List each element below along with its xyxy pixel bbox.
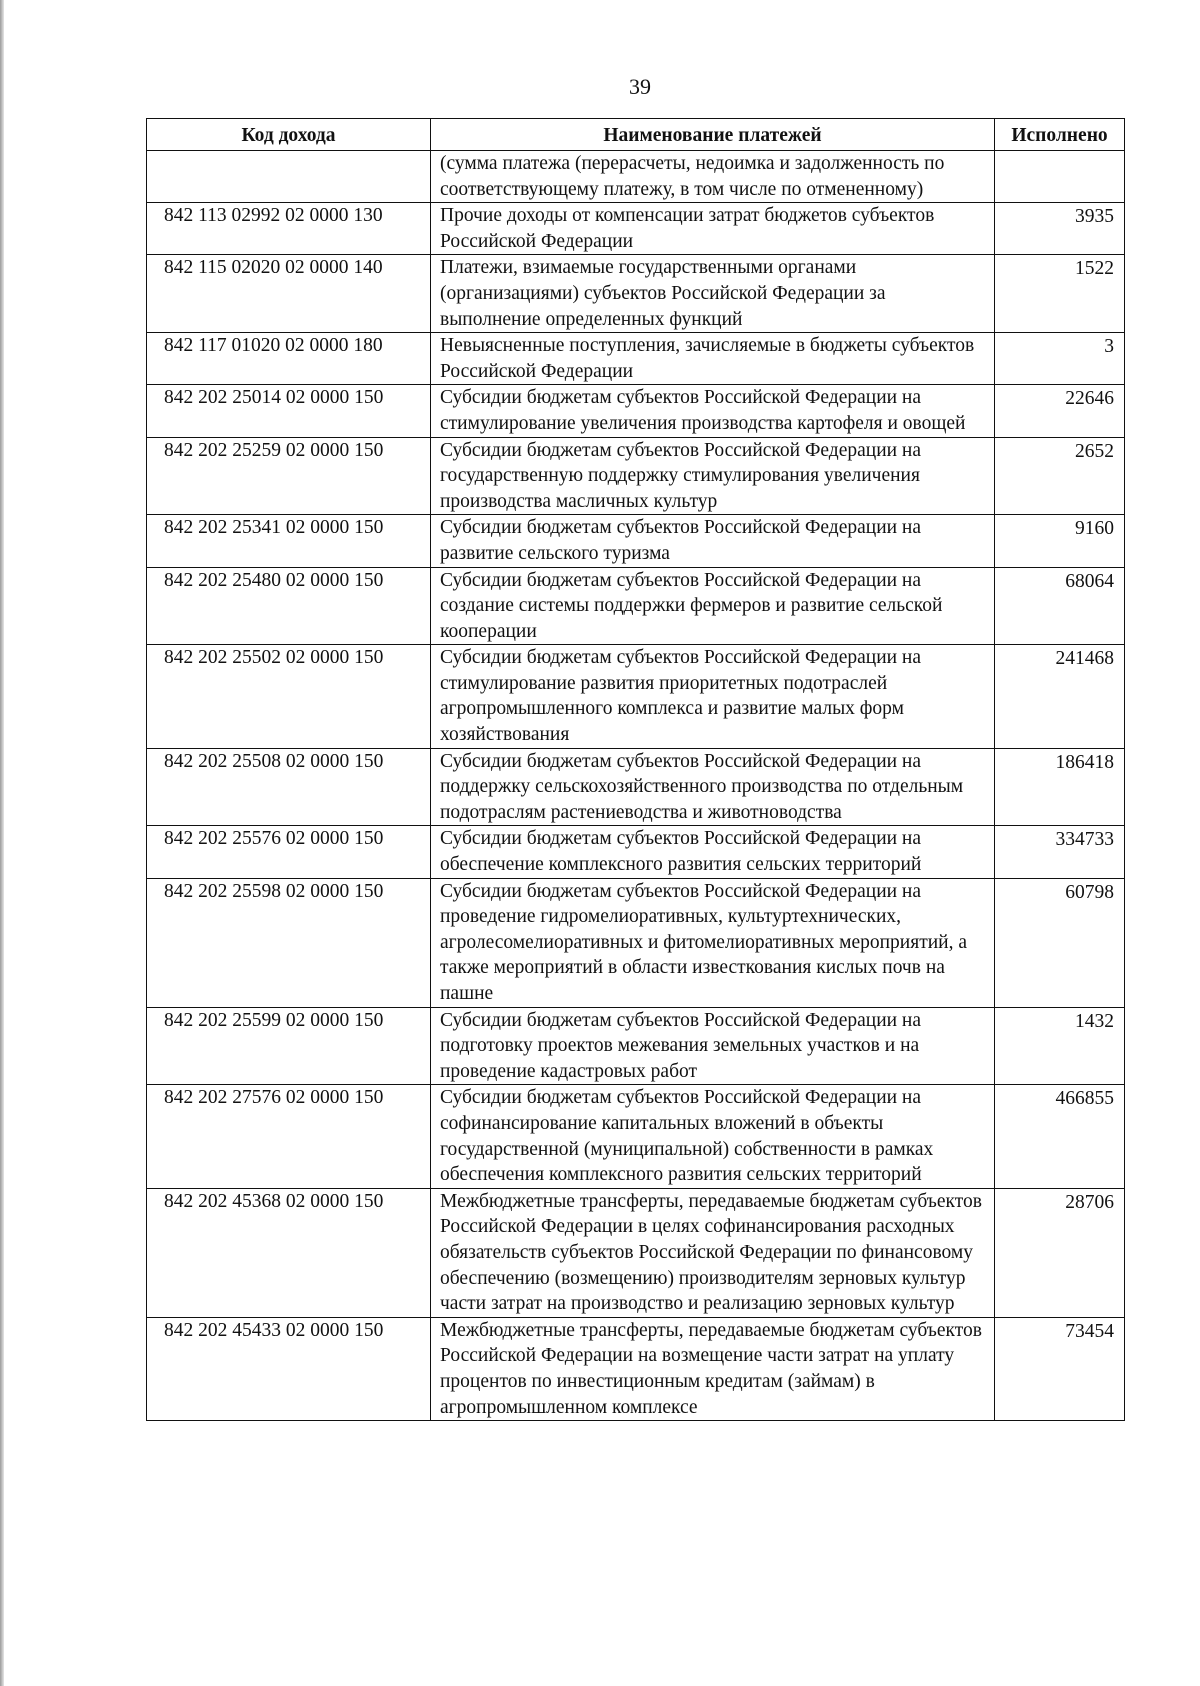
- amount-cell: 22646: [995, 385, 1125, 437]
- code-cell: 842 202 45433 02 0000 150: [147, 1317, 431, 1420]
- amount-cell: 1522: [995, 255, 1125, 333]
- table-body: [147, 151, 1125, 1421]
- table-row: [147, 255, 1125, 333]
- code-cell: 842 202 25599 02 0000 150: [147, 1007, 431, 1085]
- page-number: 39: [629, 74, 651, 99]
- amount-cell: 60798: [995, 878, 1125, 1007]
- code-cell: 842 202 25508 02 0000 150: [147, 748, 431, 826]
- code-cell: 842 202 25341 02 0000 150: [147, 515, 431, 567]
- scan-edge: [0, 0, 4, 1686]
- table-row: [147, 385, 1125, 437]
- code-cell: 842 202 25480 02 0000 150: [147, 567, 431, 645]
- table-row: [147, 1188, 1125, 1317]
- code-cell: 842 202 25014 02 0000 150: [147, 385, 431, 437]
- name-cell: Субсидии бюджетам субъектов Российской Федерации на проведение гидромелиоративных, культуртехнических, агролесомелиоративных и фитомелиоративных мероприятий, а также мероприятий в области известкования кислых почв на пашне: [431, 878, 995, 1007]
- code-cell: 842 202 25598 02 0000 150: [147, 878, 431, 1007]
- name-cell: Субсидии бюджетам субъектов Российской Федерации на государственную поддержку стимулирования увеличения производства масличных культур: [431, 437, 995, 515]
- amount-cell: 466855: [995, 1085, 1125, 1188]
- table-row: [147, 567, 1125, 645]
- amount-cell: 3: [995, 333, 1125, 385]
- table-row: [147, 151, 1125, 203]
- amount-cell: 3935: [995, 203, 1125, 255]
- table-row: [147, 515, 1125, 567]
- code-cell: 842 202 25576 02 0000 150: [147, 826, 431, 878]
- table-row: [147, 203, 1125, 255]
- table-row: [147, 645, 1125, 748]
- name-cell: (сумма платежа (перерасчеты, недоимка и задолженность по соответствующему платежу, в том числе по отмененному): [431, 151, 995, 203]
- amount-cell: 1432: [995, 1007, 1125, 1085]
- amount-cell: 334733: [995, 826, 1125, 878]
- table-row: [147, 437, 1125, 515]
- code-cell: 842 202 25259 02 0000 150: [147, 437, 431, 515]
- amount-cell: 68064: [995, 567, 1125, 645]
- code-cell: 842 117 01020 02 0000 180: [147, 333, 431, 385]
- table-row: [147, 1317, 1125, 1420]
- header-code: Код дохода: [147, 119, 431, 151]
- code-cell: 842 113 02992 02 0000 130: [147, 203, 431, 255]
- amount-cell: 73454: [995, 1317, 1125, 1420]
- name-cell: Субсидии бюджетам субъектов Российской Федерации на поддержку сельскохозяйственного производства по отдельным подотраслям растениеводства и животноводства: [431, 748, 995, 826]
- amount-cell: 186418: [995, 748, 1125, 826]
- amount-cell: 28706: [995, 1188, 1125, 1317]
- name-cell: Субсидии бюджетам субъектов Российской Федерации на развитие сельского туризма: [431, 515, 995, 567]
- name-cell: Платежи, взимаемые государственными органами (организациями) субъектов Российской Федерации за выполнение определенных функций: [431, 255, 995, 333]
- amount-cell: [995, 151, 1125, 203]
- table-row: [147, 748, 1125, 826]
- table-row: [147, 826, 1125, 878]
- table-row: [147, 333, 1125, 385]
- code-cell: [147, 151, 431, 203]
- header-amount: Исполнено: [995, 119, 1125, 151]
- name-cell: Субсидии бюджетам субъектов Российской Федерации на стимулирование увеличения производства картофеля и овощей: [431, 385, 995, 437]
- amount-cell: 2652: [995, 437, 1125, 515]
- table-header-row: [147, 119, 1125, 151]
- name-cell: Субсидии бюджетам субъектов Российской Федерации на создание системы поддержки фермеров и развитие сельской кооперации: [431, 567, 995, 645]
- revenue-table: [146, 118, 1125, 1421]
- name-cell: Прочие доходы от компенсации затрат бюджетов субъектов Российской Федерации: [431, 203, 995, 255]
- name-cell: Межбюджетные трансферты, передаваемые бюджетам субъектов Российской Федерации на возмещение части затрат на уплату процентов по инвестиционным кредитам (займам) в агропромышленном комплексе: [431, 1317, 995, 1420]
- code-cell: 842 202 45368 02 0000 150: [147, 1188, 431, 1317]
- code-cell: 842 202 27576 02 0000 150: [147, 1085, 431, 1188]
- header-name: Наименование платежей: [431, 119, 995, 151]
- name-cell: Невыясненные поступления, зачисляемые в бюджеты субъектов Российской Федерации: [431, 333, 995, 385]
- name-cell: Субсидии бюджетам субъектов Российской Федерации на обеспечение комплексного развития сельских территорий: [431, 826, 995, 878]
- table-row: [147, 1085, 1125, 1188]
- code-cell: 842 115 02020 02 0000 140: [147, 255, 431, 333]
- name-cell: Субсидии бюджетам субъектов Российской Федерации на стимулирование развития приоритетных подотраслей агропромышленного комплекса и развитие малых форм хозяйствования: [431, 645, 995, 748]
- name-cell: Межбюджетные трансферты, передаваемые бюджетам субъектов Российской Федерации в целях софинансирования расходных обязательств субъектов Российской Федерации по финансовому обеспечению (возмещению) производителям зерновых культур части затрат на производство и реализацию зерновых культур: [431, 1188, 995, 1317]
- table-row: [147, 878, 1125, 1007]
- amount-cell: 9160: [995, 515, 1125, 567]
- name-cell: Субсидии бюджетам субъектов Российской Федерации на подготовку проектов межевания земельных участков и на проведение кадастровых работ: [431, 1007, 995, 1085]
- code-cell: 842 202 25502 02 0000 150: [147, 645, 431, 748]
- name-cell: Субсидии бюджетам субъектов Российской Федерации на софинансирование капитальных вложений в объекты государственной (муниципальной) собственности в рамках обеспечения комплексного развития сельских территорий: [431, 1085, 995, 1188]
- amount-cell: 241468: [995, 645, 1125, 748]
- table-row: [147, 1007, 1125, 1085]
